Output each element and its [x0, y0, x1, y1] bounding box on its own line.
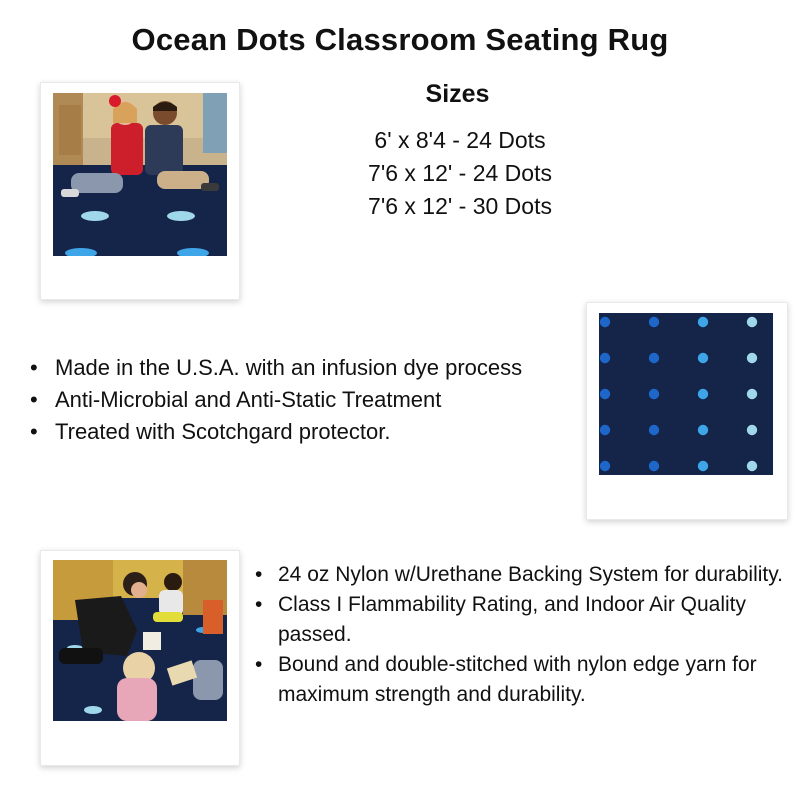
sizes-list	[340, 124, 580, 223]
rug-dot	[600, 353, 610, 363]
rug-dot	[600, 389, 610, 399]
photo-frame-kids	[40, 82, 240, 300]
feature-item: • Anti-Microbial and Anti-Static Treatment	[30, 384, 590, 416]
rug-dot	[747, 461, 757, 471]
sizes-heading: Sizes	[425, 80, 490, 108]
rug-dot	[698, 353, 708, 363]
photo-frame-pattern	[586, 302, 788, 520]
rug-dot	[649, 317, 659, 327]
rug-dot	[649, 353, 659, 363]
rug-dot	[698, 461, 708, 471]
teacher-toddlers-photo	[53, 560, 227, 721]
feature-item: • Treated with Scotchgard protector.	[30, 416, 590, 448]
features-list-bottom	[252, 560, 797, 710]
size-item: 6' x 8'4 - 24 Dots	[374, 127, 546, 153]
rug-dot	[649, 425, 659, 435]
size-item: 7'6 x 12' - 24 Dots	[368, 160, 552, 186]
rug-dot	[698, 425, 708, 435]
feature-item: • Bound and double-stitched with nylon edge yarn for maximum strength and durability.	[252, 650, 797, 710]
page-title: Ocean Dots Classroom Seating Rug	[131, 22, 669, 57]
rug-dot	[698, 317, 708, 327]
photo-frame-classroom	[40, 550, 240, 766]
rug-dot	[600, 425, 610, 435]
rug-dot	[649, 389, 659, 399]
feature-item: • Class I Flammability Rating, and Indoor Air Quality passed.	[252, 590, 797, 650]
kids-on-rug-photo	[53, 93, 227, 256]
rug-dot	[600, 317, 610, 327]
rug-dot	[649, 461, 659, 471]
feature-item: • Made in the U.S.A. with an infusion dye process	[30, 352, 590, 384]
rug-dot	[600, 461, 610, 471]
rug-dot-pattern-swatch	[599, 313, 773, 475]
rug-dot	[747, 389, 757, 399]
feature-item: • 24 oz Nylon w/Urethane Backing System for durability.	[252, 560, 797, 590]
rug-dot	[747, 425, 757, 435]
rug-dot	[747, 317, 757, 327]
rug-dot	[698, 389, 708, 399]
size-item: 7'6 x 12' - 30 Dots	[368, 193, 552, 219]
features-list-middle	[30, 352, 590, 448]
rug-dot	[747, 353, 757, 363]
